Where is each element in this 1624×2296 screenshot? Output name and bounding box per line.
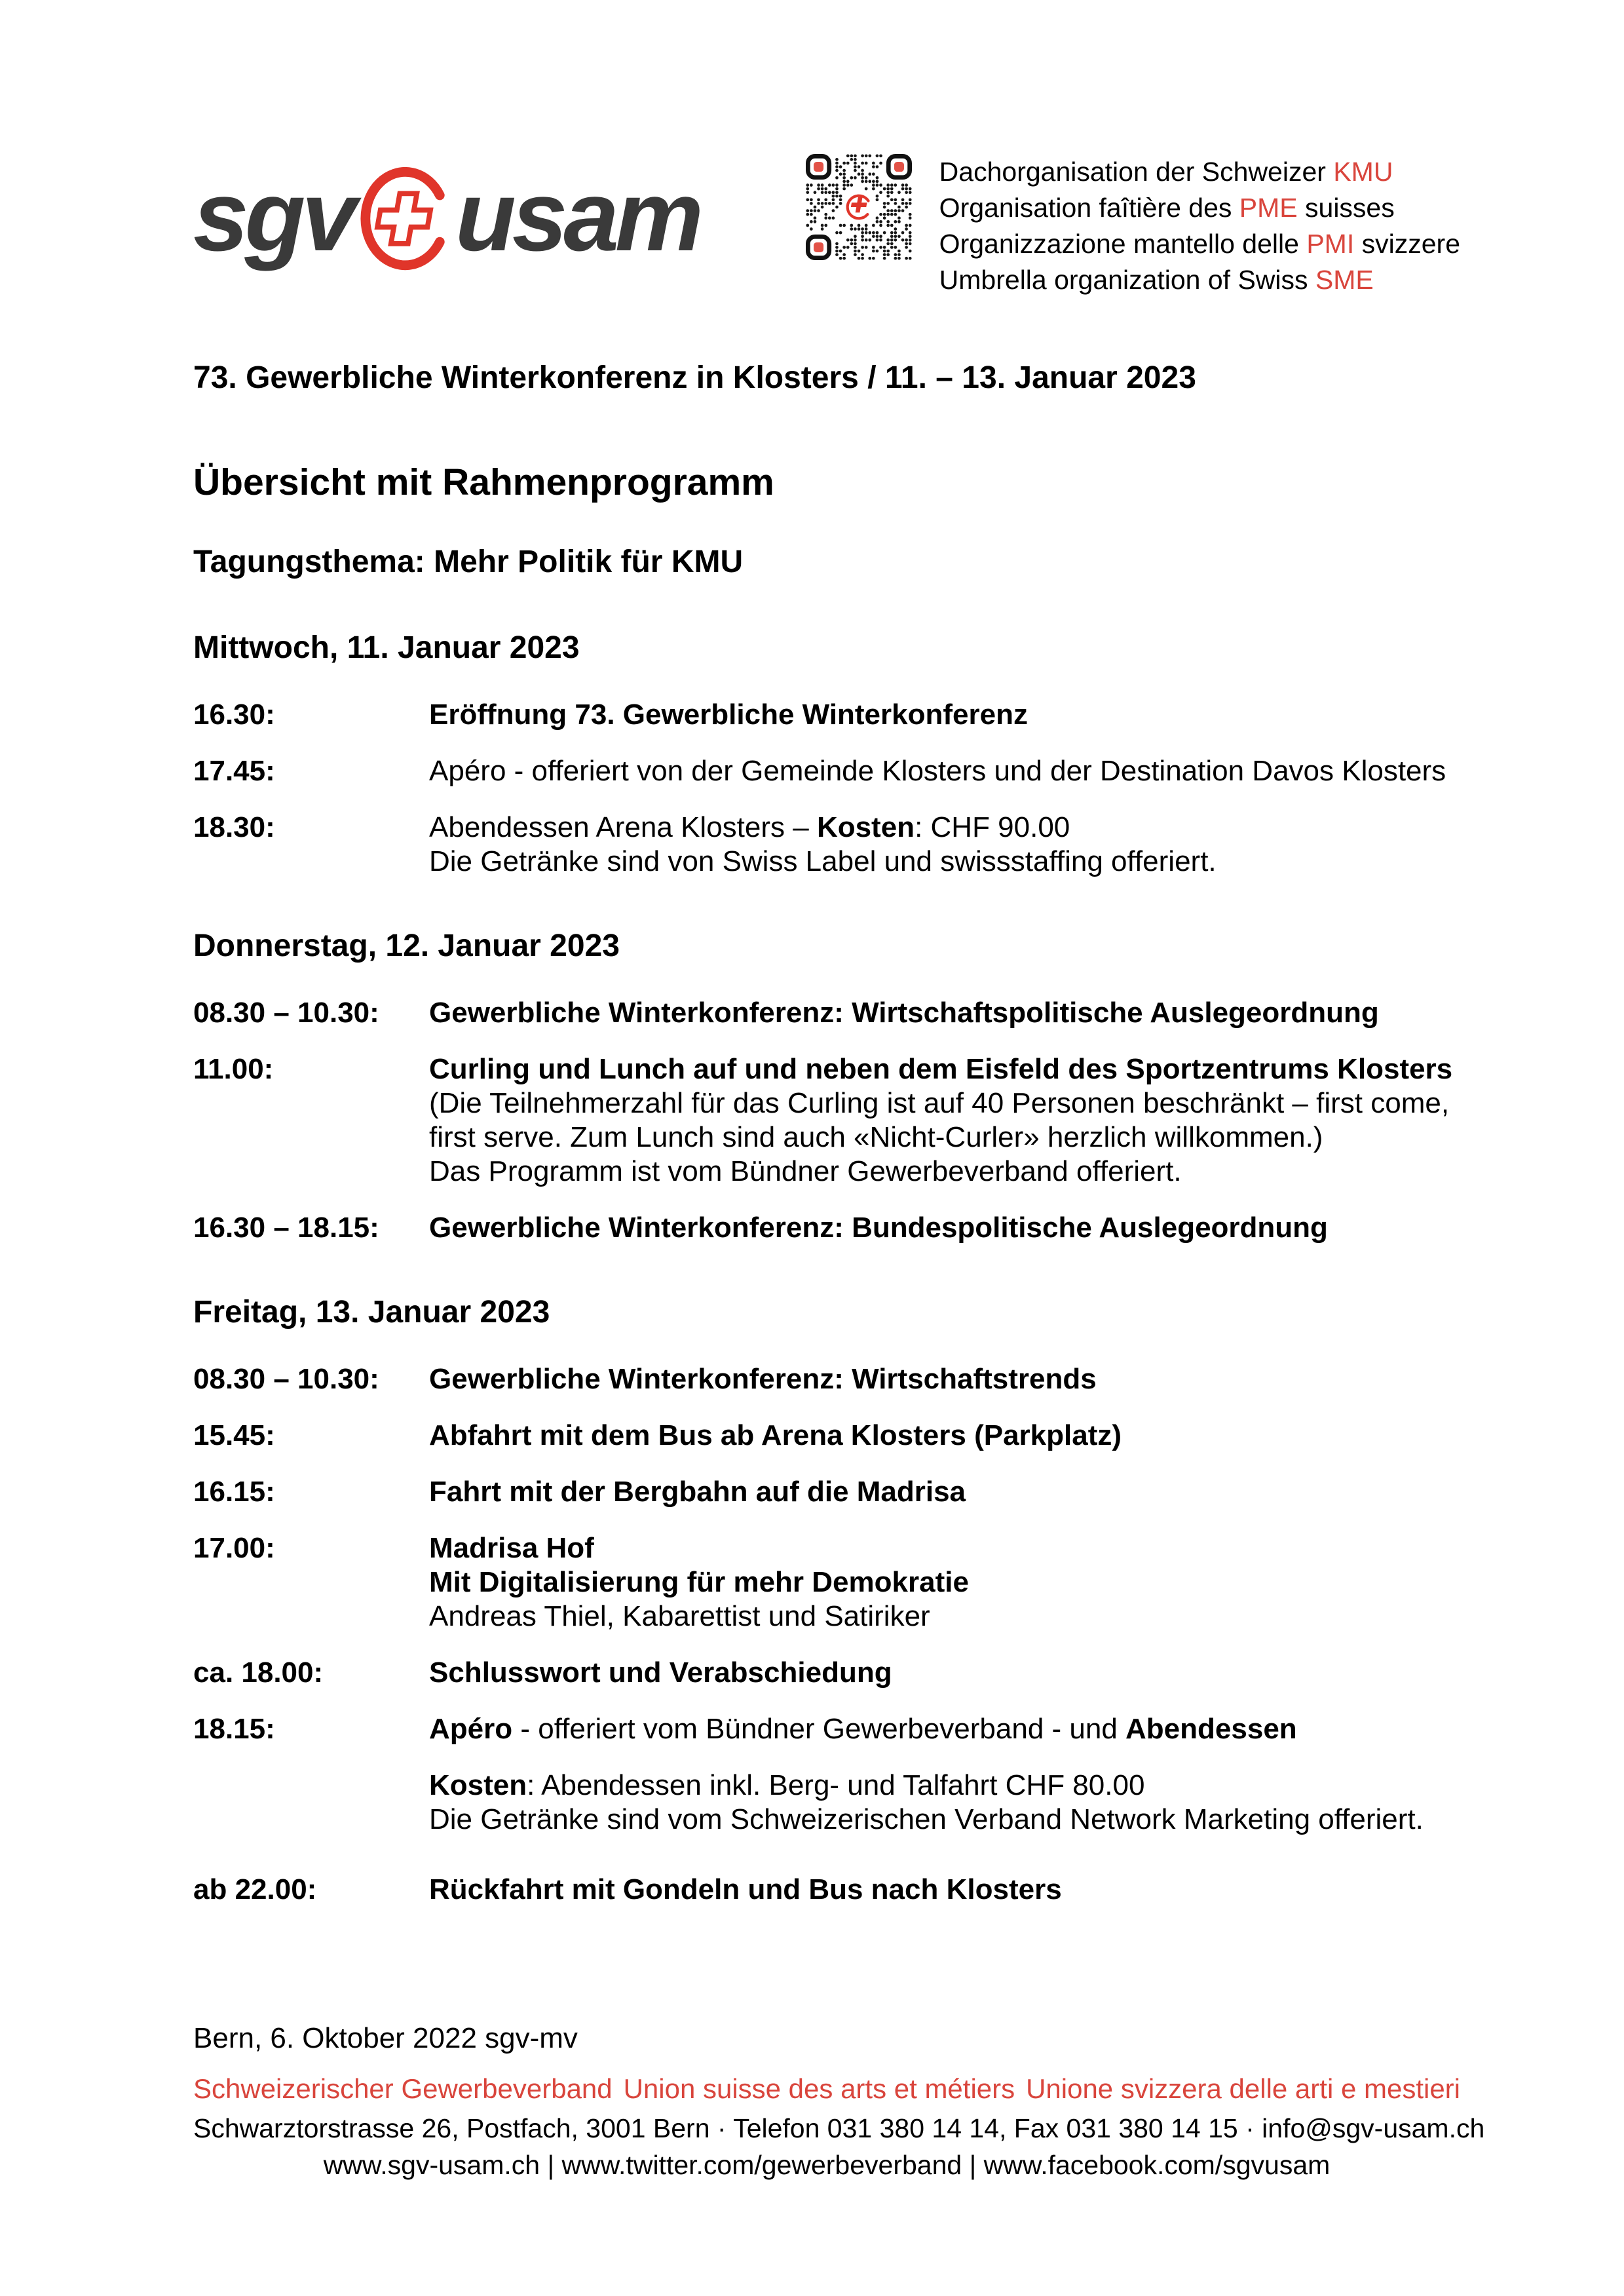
description-line (429, 1873, 1062, 1907)
schedule-row (193, 1873, 1460, 1907)
description-cell (429, 1712, 1297, 1746)
info-text: Umbrella organization of Swiss (939, 265, 1315, 295)
description-cell (429, 1211, 1328, 1245)
description-line (429, 1769, 1424, 1803)
description-line (429, 1120, 1452, 1155)
info-text: Dachorganisation der Schweizer (939, 157, 1334, 187)
schedule-row (193, 754, 1460, 788)
swiss-cross-at-icon (354, 163, 454, 275)
time-cell: 11.00: (193, 1053, 274, 1085)
header-info-line (939, 226, 1460, 262)
schedule-row (193, 811, 1460, 879)
description-line (429, 1419, 1122, 1453)
description-line (429, 1531, 969, 1565)
day-heading: Donnerstag, 12. Januar 2023 (193, 928, 620, 963)
footer-org-name: Schweizerischer Gewerbeverband (193, 2073, 613, 2104)
description-cell (429, 1769, 1424, 1837)
logo (193, 154, 700, 278)
description-line (429, 1599, 969, 1634)
info-suffix: suisses (1297, 193, 1395, 223)
page-title: 73. Gewerbliche Winterkonferenz in Klosters / 11. – 13. Januar 2023 (193, 360, 1196, 395)
text-segment: Das Programm ist vom Bündner Gewerbeverband offeriert. (429, 1155, 1182, 1187)
text-segment: Curling und Lunch auf und neben dem Eisfeld des Sportzentrums Klosters (429, 1053, 1453, 1085)
time-cell: 17.45: (193, 755, 275, 787)
text-segment: Gewerbliche Winterkonferenz: Wirtschaftstrends (429, 1363, 1097, 1395)
time-cell: 16.15: (193, 1476, 275, 1508)
section-subtitle: Übersicht mit Rahmenprogramm (193, 461, 774, 503)
description-line (429, 811, 1217, 845)
description-line (429, 754, 1446, 788)
description-line (429, 1656, 892, 1690)
logo-text-usam: usam (455, 161, 700, 272)
time-cell (193, 1769, 429, 1837)
footer-date: Bern, 6. Oktober 2022 sgv-mv (193, 2022, 578, 2054)
info-accent: KMU (1333, 157, 1393, 187)
schedule-row (193, 1531, 1460, 1634)
info-accent: PMI (1306, 229, 1355, 259)
description-line (429, 1565, 969, 1599)
description-cell (429, 1419, 1122, 1453)
text-segment: : CHF 90.00 (915, 811, 1070, 843)
description-cell (429, 1052, 1452, 1189)
text-segment: : Abendessen inkl. Berg- und Talfahrt CHF 80.00 (527, 1769, 1145, 1801)
text-segment: Apéro - offeriert von der Gemeinde Klosters und der Destination Davos Klosters (429, 755, 1446, 787)
day-heading: Mittwoch, 11. Januar 2023 (193, 630, 580, 665)
time-cell: 18.15: (193, 1713, 275, 1745)
schedule-row (193, 698, 1460, 732)
description-cell (429, 811, 1217, 879)
schedule-row (193, 1769, 1460, 1837)
schedule-row (193, 1052, 1460, 1189)
header-info-line (939, 154, 1460, 190)
schedule-row (193, 1419, 1460, 1453)
description-line (429, 845, 1217, 879)
description-line (429, 996, 1379, 1030)
description-cell (429, 1873, 1062, 1907)
header-right (806, 154, 1460, 298)
text-segment: Eröffnung 73. Gewerbliche Winterkonferenz (429, 698, 1028, 731)
schedule-row (193, 1475, 1460, 1509)
description-line (429, 1362, 1097, 1396)
schedule-row (193, 1712, 1460, 1746)
logo-text-sgv: sgv (193, 161, 353, 272)
text-segment: Abendessen (1125, 1713, 1297, 1745)
description-line (429, 698, 1028, 732)
footer-address: Schwarztorstrasse 26, Postfach, 3001 Bern · Telefon 031 380 14 14, Fax 031 380 14 15 · info@sgv-usam.ch (193, 2113, 1485, 2143)
time-cell: ab 22.00: (193, 1873, 317, 1905)
description-line (429, 1475, 966, 1509)
time-cell: 17.00: (193, 1532, 275, 1564)
time-cell: ca. 18.00: (193, 1656, 324, 1689)
info-suffix: svizzere (1354, 229, 1460, 259)
time-cell: 08.30 – 10.30: (193, 997, 379, 1029)
time-cell: 16.30 – 18.15: (193, 1212, 379, 1244)
text-segment: first serve. Zum Lunch sind auch «Nicht-Curler» herzlich willkommen.) (429, 1121, 1323, 1153)
description-line (429, 1155, 1452, 1189)
description-cell (429, 1531, 969, 1634)
description-line (429, 1712, 1297, 1746)
description-line (429, 1086, 1452, 1120)
footer (193, 2022, 1485, 2181)
header-info-line (939, 190, 1460, 226)
info-text: Organisation faîtière des (939, 193, 1239, 223)
footer-org-names (193, 2073, 1460, 2105)
conference-theme: Tagungsthema: Mehr Politik für KMU (193, 545, 744, 579)
header-info-lines (939, 154, 1460, 298)
text-segment: Andreas Thiel, Kabarettist und Satiriker (429, 1600, 930, 1632)
description-cell (429, 996, 1379, 1030)
schedule-row (193, 1656, 1460, 1690)
text-segment: Die Getränke sind vom Schweizerischen Verband Network Marketing offeriert. (429, 1803, 1424, 1835)
text-segment: Kosten (429, 1769, 527, 1801)
qr-code-icon (806, 154, 912, 260)
schedule-row (193, 1362, 1460, 1396)
time-cell: 08.30 – 10.30: (193, 1363, 379, 1395)
description-cell (429, 1362, 1097, 1396)
text-segment: Kosten (816, 811, 915, 843)
footer-org-name: Unione svizzera delle arti e mestieri (1026, 2073, 1460, 2104)
text-segment: (Die Teilnehmerzahl für das Curling ist auf 40 Personen beschränkt – first come, (429, 1087, 1450, 1119)
text-segment: Madrisa Hof (429, 1532, 594, 1564)
text-segment: Fahrt mit der Bergbahn auf die Madrisa (429, 1476, 966, 1508)
header-info-line (939, 262, 1460, 298)
schedule (193, 581, 1460, 1929)
description-line (429, 1052, 1452, 1086)
text-segment: Mit Digitalisierung für mehr Demokratie (429, 1566, 969, 1598)
description-cell (429, 1656, 892, 1690)
text-segment: Gewerbliche Winterkonferenz: Wirtschaftspolitische Auslegeordnung (429, 997, 1379, 1029)
text-segment: Abendessen Arena Klosters – (429, 811, 817, 843)
description-line (429, 1803, 1424, 1837)
day-heading: Freitag, 13. Januar 2023 (193, 1295, 550, 1330)
document-header (193, 154, 1460, 298)
time-cell: 16.30: (193, 698, 275, 731)
schedule-row (193, 996, 1460, 1030)
text-segment: Schlusswort und Verabschiedung (429, 1656, 892, 1689)
footer-links: www.sgv-usam.ch | www.twitter.com/gewerbeverband | www.facebook.com/sgvusam (323, 2150, 1331, 2180)
description-cell (429, 1475, 966, 1509)
time-cell: 15.45: (193, 1419, 275, 1451)
time-cell: 18.30: (193, 811, 275, 843)
text-segment: Gewerbliche Winterkonferenz: Bundespolitische Auslegeordnung (429, 1212, 1328, 1244)
description-cell (429, 754, 1446, 788)
description-cell (429, 698, 1028, 732)
text-segment: Abfahrt mit dem Bus ab Arena Klosters (Parkplatz) (429, 1419, 1122, 1451)
footer-org-name: Union suisse des arts et métiers (623, 2073, 1015, 2104)
info-accent: SME (1315, 265, 1374, 295)
text-segment: Apéro (429, 1713, 513, 1745)
text-segment: Rückfahrt mit Gondeln und Bus nach Klosters (429, 1873, 1062, 1905)
schedule-row (193, 1211, 1460, 1245)
text-segment: - offeriert vom Bündner Gewerbeverband - und (512, 1713, 1126, 1745)
info-accent: PME (1239, 193, 1298, 223)
info-text: Organizzazione mantello delle (939, 229, 1307, 259)
description-line (429, 1211, 1328, 1245)
text-segment: Die Getränke sind von Swiss Label und swissstaffing offeriert. (429, 845, 1217, 877)
